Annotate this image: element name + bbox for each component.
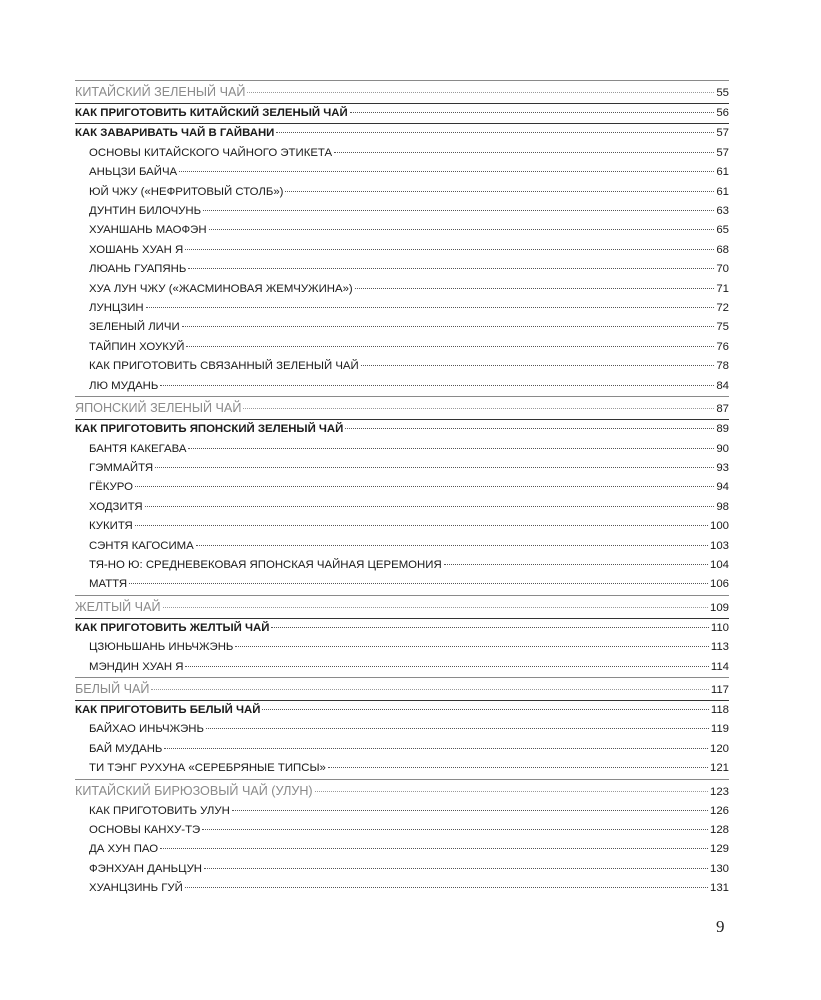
toc-title: ХОДЗИТЯ bbox=[89, 500, 143, 513]
toc-title: ХУАНШАНЬ МАОФЭН bbox=[89, 224, 207, 237]
toc-page-number: 104 bbox=[709, 558, 729, 571]
section-rule bbox=[75, 80, 729, 81]
toc-entry bbox=[75, 556, 729, 575]
toc-entry bbox=[75, 144, 729, 163]
dot-leader bbox=[163, 607, 708, 608]
toc-title: КАК ЗАВАРИВАТЬ ЧАЙ В ГАЙВАНИ bbox=[75, 127, 275, 140]
dot-leader bbox=[209, 229, 715, 230]
toc-entry bbox=[75, 260, 729, 279]
toc-page-number: 100 bbox=[709, 520, 729, 533]
toc-page-number: 109 bbox=[709, 601, 729, 614]
toc-entry bbox=[75, 183, 729, 202]
toc-page-number: 65 bbox=[716, 224, 729, 237]
dot-leader bbox=[182, 326, 715, 327]
toc-page-number: 55 bbox=[716, 87, 729, 99]
toc-section bbox=[75, 680, 729, 700]
dot-leader bbox=[203, 210, 714, 211]
section-rule bbox=[75, 595, 729, 596]
dot-leader bbox=[135, 486, 714, 487]
toc-title: КИТАЙСКИЙ ЗЕЛЕНЫЙ ЧАЙ bbox=[75, 85, 246, 99]
toc-page-number: 114 bbox=[710, 660, 729, 673]
toc-page-number: 126 bbox=[709, 804, 729, 817]
dot-leader bbox=[160, 848, 708, 849]
toc-title: ЖЕЛТЫЙ ЧАЙ bbox=[75, 599, 161, 614]
toc-entry bbox=[75, 575, 729, 594]
toc-entry bbox=[75, 720, 729, 739]
dot-leader bbox=[262, 709, 708, 710]
toc-title: ХУАНЦЗИНЬ ГУЙ bbox=[89, 882, 183, 895]
toc-page-number: 129 bbox=[709, 843, 729, 856]
dot-leader bbox=[334, 152, 714, 153]
toc-entry bbox=[75, 821, 729, 840]
toc-subsection bbox=[75, 420, 729, 439]
toc-entry bbox=[75, 221, 729, 240]
toc-page-number: 78 bbox=[716, 360, 729, 373]
dot-leader bbox=[160, 385, 714, 386]
toc-page-number: 84 bbox=[716, 379, 729, 392]
toc-subsection bbox=[75, 124, 729, 143]
toc-title: БЕЛЫЙ ЧАЙ bbox=[75, 681, 150, 696]
toc-page-number: 119 bbox=[710, 723, 729, 736]
toc-entry bbox=[75, 740, 729, 759]
dot-leader bbox=[185, 887, 708, 888]
dot-leader bbox=[145, 506, 715, 507]
page-number: 9 bbox=[716, 917, 725, 936]
toc-page-number: 61 bbox=[716, 166, 729, 179]
toc-title: СЭНТЯ КАГОСИМА bbox=[89, 539, 194, 552]
dot-leader bbox=[206, 728, 709, 729]
toc-title: КАК ПРИГОТОВИТЬ ЯПОНСКИЙ ЗЕЛЕНЫЙ ЧАЙ bbox=[75, 423, 344, 436]
toc-title: ФЭНХУАН ДАНЬЦУН bbox=[89, 862, 203, 875]
toc-entry bbox=[75, 377, 729, 396]
dot-leader bbox=[188, 448, 714, 449]
toc-title: КАК ПРИГОТОВИТЬ СВЯЗАННЫЙ ЗЕЛЕНЫЙ ЧАЙ bbox=[89, 360, 359, 373]
toc-page-number: 57 bbox=[716, 146, 729, 159]
toc-title: ЦЗЮНЬШАНЬ ИНЬЧЖЭНЬ bbox=[89, 641, 234, 654]
toc-page-number: 63 bbox=[716, 205, 729, 218]
dot-leader bbox=[328, 767, 708, 768]
toc-title: КАК ПРИГОТОВИТЬ ЖЕЛТЫЙ ЧАЙ bbox=[75, 621, 270, 634]
dot-leader bbox=[129, 583, 708, 584]
toc-page-number: 68 bbox=[716, 243, 729, 256]
toc-page-number: 118 bbox=[710, 703, 729, 716]
dot-leader bbox=[155, 467, 714, 468]
dot-leader bbox=[196, 545, 708, 546]
toc-title: КИТАЙСКИЙ БИРЮЗОВЫЙ ЧАЙ (УЛУН) bbox=[75, 783, 313, 798]
dot-leader bbox=[164, 748, 708, 749]
toc-page-number: 106 bbox=[709, 578, 729, 591]
toc-title: ДА ХУН ПАО bbox=[89, 843, 159, 856]
section-rule bbox=[75, 779, 729, 780]
toc-page-number: 61 bbox=[716, 185, 729, 198]
dot-leader bbox=[235, 646, 708, 647]
toc-title: АНЬЦЗИ БАЙЧА bbox=[89, 166, 178, 179]
toc-page-number: 76 bbox=[716, 340, 729, 353]
toc-entry bbox=[75, 638, 729, 657]
toc-title: ТЯ-НО Ю: СРЕДНЕВЕКОВАЯ ЯПОНСКАЯ ЧАЙНАЯ ЦЕРЕМОНИЯ bbox=[89, 558, 442, 571]
toc-section bbox=[75, 399, 729, 419]
toc-title: ЛЮ МУДАНЬ bbox=[89, 379, 159, 392]
toc-title: ГЭММАЙТЯ bbox=[89, 461, 154, 474]
dot-leader bbox=[247, 92, 714, 93]
toc-entry bbox=[75, 318, 729, 337]
toc-entry bbox=[75, 459, 729, 478]
toc-subsection bbox=[75, 104, 729, 123]
toc-title: МАТТЯ bbox=[89, 578, 128, 591]
toc-title: ТИ ТЭНГ РУХУНА «СЕРЕБРЯНЫЕ ТИПСЫ» bbox=[89, 762, 326, 775]
toc-page-number: 103 bbox=[709, 539, 729, 552]
toc-title: БАЙ МУДАНЬ bbox=[89, 742, 163, 755]
dot-leader bbox=[202, 829, 708, 830]
toc-page-number: 128 bbox=[709, 824, 729, 836]
toc-entry bbox=[75, 280, 729, 299]
dot-leader bbox=[185, 249, 714, 250]
toc-page-number: 56 bbox=[716, 107, 729, 119]
dot-leader bbox=[350, 112, 715, 113]
toc-title: КАК ПРИГОТОВИТЬ БЕЛЫЙ ЧАЙ bbox=[75, 703, 261, 716]
toc-page-number: 70 bbox=[716, 263, 729, 276]
dot-leader bbox=[243, 408, 714, 409]
toc-page-number: 123 bbox=[709, 785, 729, 798]
toc-page-number: 130 bbox=[709, 862, 729, 875]
dot-leader bbox=[179, 171, 714, 172]
dot-leader bbox=[315, 791, 708, 792]
toc-entry bbox=[75, 879, 729, 898]
toc-title: КАК ПРИГОТОВИТЬ КИТАЙСКИЙ ЗЕЛЕНЫЙ ЧАЙ bbox=[75, 107, 348, 119]
toc-page-number: 71 bbox=[716, 282, 729, 295]
toc-page-number: 72 bbox=[716, 302, 729, 315]
toc-entry bbox=[75, 517, 729, 536]
toc-page-number: 110 bbox=[710, 621, 729, 634]
dot-leader bbox=[232, 810, 708, 811]
toc-title: ЮЙ ЧЖУ («НЕФРИТОВЫЙ СТОЛБ») bbox=[89, 185, 284, 198]
toc-title: БАЙХАО ИНЬЧЖЭНЬ bbox=[89, 723, 204, 736]
toc-entry bbox=[75, 338, 729, 357]
toc-page-number: 57 bbox=[716, 127, 729, 140]
dot-leader bbox=[361, 365, 715, 366]
toc-subsection bbox=[75, 619, 729, 638]
toc-entry bbox=[75, 840, 729, 859]
dot-leader bbox=[188, 268, 714, 269]
toc-page-number: 89 bbox=[716, 423, 729, 436]
dot-leader bbox=[185, 666, 708, 667]
dot-leader bbox=[146, 307, 715, 308]
dot-leader bbox=[276, 132, 714, 133]
dot-leader bbox=[186, 346, 714, 347]
toc-page-number: 131 bbox=[709, 882, 729, 895]
toc-subsection bbox=[75, 701, 729, 720]
toc-title: ЛЮАНЬ ГУАПЯНЬ bbox=[89, 263, 187, 276]
toc-section bbox=[75, 598, 729, 618]
toc-page-number: 93 bbox=[716, 461, 729, 474]
toc-title: КУКИТЯ bbox=[89, 520, 133, 533]
table-of-contents bbox=[75, 80, 729, 899]
toc-entry bbox=[75, 163, 729, 182]
toc-page-number: 94 bbox=[716, 481, 729, 494]
dot-leader bbox=[285, 191, 714, 192]
dot-leader bbox=[135, 525, 708, 526]
toc-section bbox=[75, 83, 729, 103]
toc-title: ЯПОНСКИЙ ЗЕЛЕНЫЙ ЧАЙ bbox=[75, 401, 242, 416]
toc-page-number: 87 bbox=[716, 403, 729, 416]
section-rule bbox=[75, 396, 729, 397]
toc-entry bbox=[75, 498, 729, 517]
toc-title: ХУА ЛУН ЧЖУ («ЖАСМИНОВАЯ ЖЕМЧУЖИНА») bbox=[89, 282, 353, 295]
toc-title: МЭНДИН ХУАН Я bbox=[89, 660, 184, 673]
toc-entry bbox=[75, 860, 729, 879]
toc-title: ЛУНЦЗИН bbox=[89, 302, 144, 315]
toc-entry bbox=[75, 440, 729, 459]
section-rule bbox=[75, 677, 729, 678]
dot-leader bbox=[345, 428, 714, 429]
dot-leader bbox=[271, 627, 708, 628]
toc-page-number: 117 bbox=[710, 683, 729, 696]
toc-page-number: 75 bbox=[716, 321, 729, 334]
toc-entry bbox=[75, 357, 729, 376]
dot-leader bbox=[151, 689, 708, 690]
toc-page-number: 98 bbox=[716, 500, 729, 513]
toc-entry bbox=[75, 241, 729, 260]
toc-title: ЗЕЛЕНЫЙ ЛИЧИ bbox=[89, 321, 180, 334]
toc-title: ДУНТИН БИЛОЧУНЬ bbox=[89, 205, 202, 218]
toc-title: ОСНОВЫ КИТАЙСКОГО ЧАЙНОГО ЭТИКЕТА bbox=[89, 146, 333, 159]
toc-entry bbox=[75, 202, 729, 221]
toc-page-number: 120 bbox=[709, 742, 729, 755]
toc-title: ОСНОВЫ КАНХУ-ТЭ bbox=[89, 824, 201, 836]
toc-title: БАНТЯ КАКЕГАВА bbox=[89, 442, 187, 455]
toc-entry bbox=[75, 299, 729, 318]
toc-title: КАК ПРИГОТОВИТЬ УЛУН bbox=[89, 804, 230, 817]
toc-title: ГЁКУРО bbox=[89, 481, 133, 494]
toc-title: ХОШАНЬ ХУАН Я bbox=[89, 243, 184, 256]
toc-page-number: 113 bbox=[710, 641, 729, 654]
toc-entry bbox=[75, 658, 729, 677]
toc-section bbox=[75, 782, 729, 802]
toc-entry bbox=[75, 478, 729, 497]
toc-entry bbox=[75, 759, 729, 778]
toc-entry bbox=[75, 802, 729, 821]
toc-title: ТАЙПИН ХОУКУЙ bbox=[89, 340, 185, 353]
toc-page-number: 90 bbox=[716, 442, 729, 455]
toc-entry bbox=[75, 537, 729, 556]
dot-leader bbox=[355, 288, 715, 289]
dot-leader bbox=[204, 868, 708, 869]
toc-page-number: 121 bbox=[709, 762, 729, 775]
dot-leader bbox=[444, 564, 708, 565]
